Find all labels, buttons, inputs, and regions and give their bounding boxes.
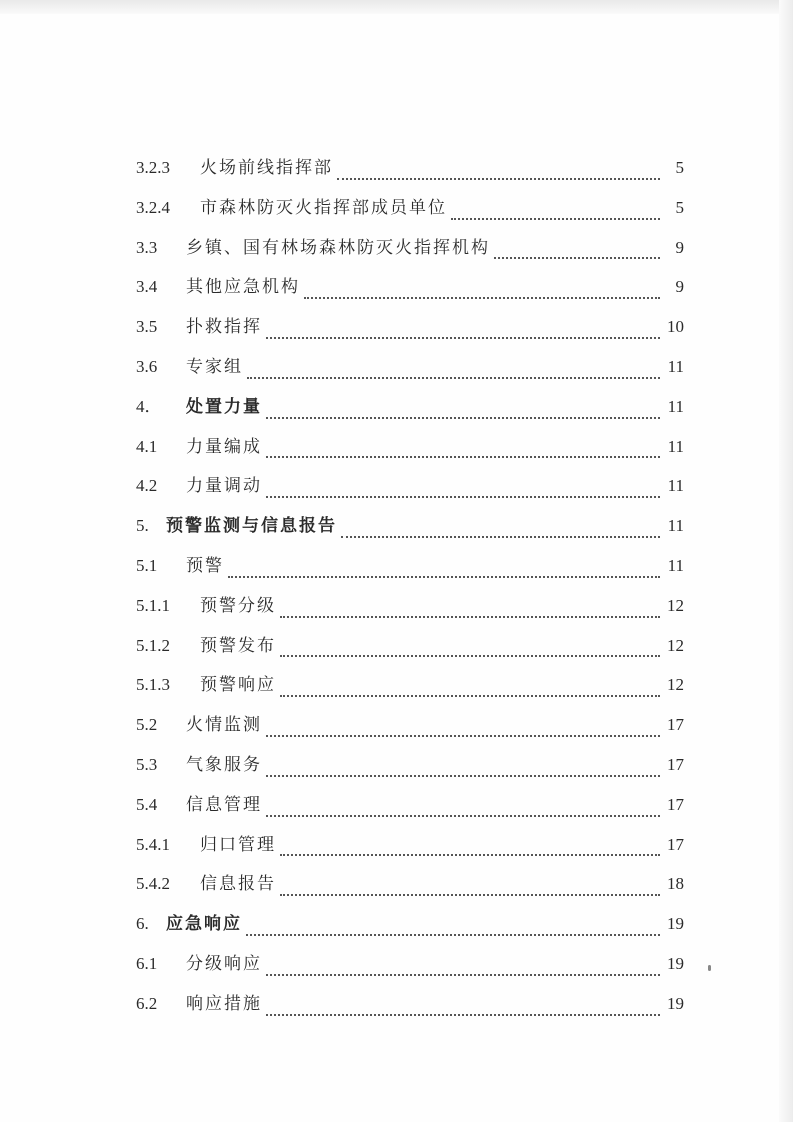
toc-entry-title: 预警分级 (200, 595, 276, 616)
toc-entry-3-5[interactable] (136, 312, 684, 352)
toc-entry-title: 归口管理 (200, 834, 276, 855)
toc-entry-number: 3.4 (136, 277, 158, 297)
toc-entry-title: 力量编成 (186, 436, 262, 457)
toc-entry-page: 11 (667, 436, 684, 456)
toc-entry-3-6[interactable] (136, 352, 684, 392)
toc-entry-5-1[interactable] (136, 551, 684, 591)
toc-entry-5-4[interactable] (136, 790, 684, 830)
toc-entry-5-4-2[interactable] (136, 869, 684, 909)
dot-leader (337, 177, 660, 180)
toc-entry-number: 6. (136, 914, 149, 934)
toc-entry-4-1[interactable] (136, 432, 684, 472)
toc-entry-page: 17 (667, 834, 684, 854)
toc-entry-number: 6.2 (136, 993, 158, 1013)
dot-leader (494, 256, 660, 259)
toc-entry-page: 19 (667, 993, 684, 1013)
dot-leader (266, 1013, 660, 1016)
scan-speck (708, 965, 711, 971)
toc-entry-number: 5. (136, 516, 149, 536)
toc-entry-4-2[interactable] (136, 471, 684, 511)
toc-entry-title: 信息报告 (200, 874, 276, 895)
dot-leader (266, 495, 660, 498)
toc-entry-page: 5 (675, 158, 684, 177)
dot-leader (304, 296, 660, 299)
toc-entry-6-2[interactable] (136, 989, 684, 1029)
toc-entry-3-2-4[interactable] (136, 193, 684, 233)
toc-entry-number: 5.2 (136, 715, 158, 735)
toc-entry-page: 11 (667, 476, 684, 496)
toc-entry-5-3[interactable] (136, 750, 684, 790)
toc-entry-title: 信息管理 (186, 794, 262, 815)
toc-entry-page: 11 (667, 356, 684, 376)
dot-leader (451, 217, 660, 220)
dot-leader (280, 694, 660, 697)
toc-entry-title: 专家组 (186, 356, 243, 377)
toc-entry-number: 4． (136, 396, 162, 416)
toc-entry-6-1[interactable] (136, 949, 684, 989)
page-top-edge (0, 0, 793, 14)
toc-entry-title: 乡镇、国有林场森林防灭火指挥机构 (186, 237, 490, 258)
toc-entry-number: 3.5 (136, 317, 158, 337)
toc-entry-number: 5.4.1 (136, 834, 170, 854)
toc-entry-title: 市森林防灭火指挥部成员单位 (200, 197, 447, 218)
toc-entry-number: 3.2.4 (136, 197, 170, 217)
toc-entry-6[interactable] (136, 909, 684, 949)
toc-entry-page: 9 (675, 277, 684, 297)
toc-entry-title: 预警发布 (200, 635, 276, 656)
toc-entry-number: 5.3 (136, 754, 158, 774)
page-right-edge (779, 0, 793, 1122)
toc-entry-page: 19 (667, 914, 684, 934)
toc-entry-title: 预警 (186, 555, 224, 576)
toc-entry-title: 处置力量 (186, 396, 262, 417)
dot-leader (246, 933, 660, 936)
toc-entry-title: 其他应急机构 (186, 277, 300, 298)
dot-leader (280, 853, 660, 856)
toc-entry-title: 预警响应 (200, 675, 276, 696)
toc-entry-page: 17 (667, 794, 684, 814)
toc-entry-3-3[interactable] (136, 233, 684, 273)
toc-entry-number: 3.3 (136, 237, 158, 257)
toc-entry-5-4-1[interactable] (136, 830, 684, 870)
toc-entry-number: 4.1 (136, 436, 158, 456)
toc-entry-number: 5.4.2 (136, 874, 170, 894)
toc-entry-page: 11 (667, 516, 684, 536)
dot-leader (266, 734, 660, 737)
toc-entry-5-1-2[interactable] (136, 631, 684, 671)
toc-entry-title: 响应措施 (186, 993, 262, 1014)
dot-leader (266, 455, 660, 458)
toc-entry-page: 17 (667, 754, 684, 774)
toc-entry-4[interactable] (136, 392, 684, 432)
toc-entry-page: 18 (667, 874, 684, 894)
toc-entry-number: 5.1.2 (136, 635, 170, 655)
toc-entry-number: 5.1.3 (136, 675, 170, 695)
toc-entry-title: 力量调动 (186, 476, 262, 497)
dot-leader (341, 535, 660, 538)
toc-entry-number: 5.1 (136, 555, 158, 575)
toc-entry-page: 12 (667, 635, 684, 655)
toc-entry-title: 火场前线指挥部 (200, 158, 333, 178)
dot-leader (266, 336, 660, 339)
toc-entry-5-1-3[interactable] (136, 670, 684, 710)
toc-entry-number: 5.4 (136, 794, 158, 814)
dot-leader (247, 376, 660, 379)
dot-leader (228, 575, 660, 578)
toc-entry-page: 12 (667, 675, 684, 695)
toc-entry-5-2[interactable] (136, 710, 684, 750)
dot-leader (266, 774, 660, 777)
toc-entry-page: 9 (675, 237, 684, 257)
toc-entry-5-1-1[interactable] (136, 591, 684, 631)
toc-entry-3-4[interactable] (136, 272, 684, 312)
toc-entry-page: 11 (667, 396, 684, 416)
toc-entry-title: 分级响应 (186, 953, 262, 974)
toc-entry-3-2-3[interactable] (136, 153, 684, 193)
dot-leader (266, 973, 660, 976)
toc-entry-5[interactable] (136, 511, 684, 551)
toc-entry-page: 12 (667, 595, 684, 615)
toc-entry-number: 5.1.1 (136, 595, 170, 615)
toc-entry-title: 气象服务 (186, 754, 262, 775)
toc-entry-page: 10 (667, 317, 684, 337)
toc-entry-number: 3.6 (136, 356, 158, 376)
table-of-contents (136, 153, 684, 1029)
toc-entry-number: 4.2 (136, 476, 158, 496)
toc-entry-page: 17 (667, 715, 684, 735)
dot-leader (280, 893, 660, 896)
dot-leader (266, 814, 660, 817)
toc-entry-number: 3.2.3 (136, 158, 170, 177)
toc-entry-page: 11 (667, 555, 684, 575)
toc-entry-page: 19 (667, 953, 684, 973)
toc-entry-number: 6.1 (136, 953, 158, 973)
dot-leader (280, 654, 660, 657)
toc-entry-page: 5 (675, 197, 684, 217)
toc-entry-title: 应急响应 (166, 914, 242, 935)
toc-entry-title: 预警监测与信息报告 (166, 516, 337, 537)
dot-leader (266, 416, 660, 419)
dot-leader (280, 615, 660, 618)
toc-entry-title: 扑救指挥 (186, 317, 262, 338)
toc-entry-title: 火情监测 (186, 715, 262, 736)
